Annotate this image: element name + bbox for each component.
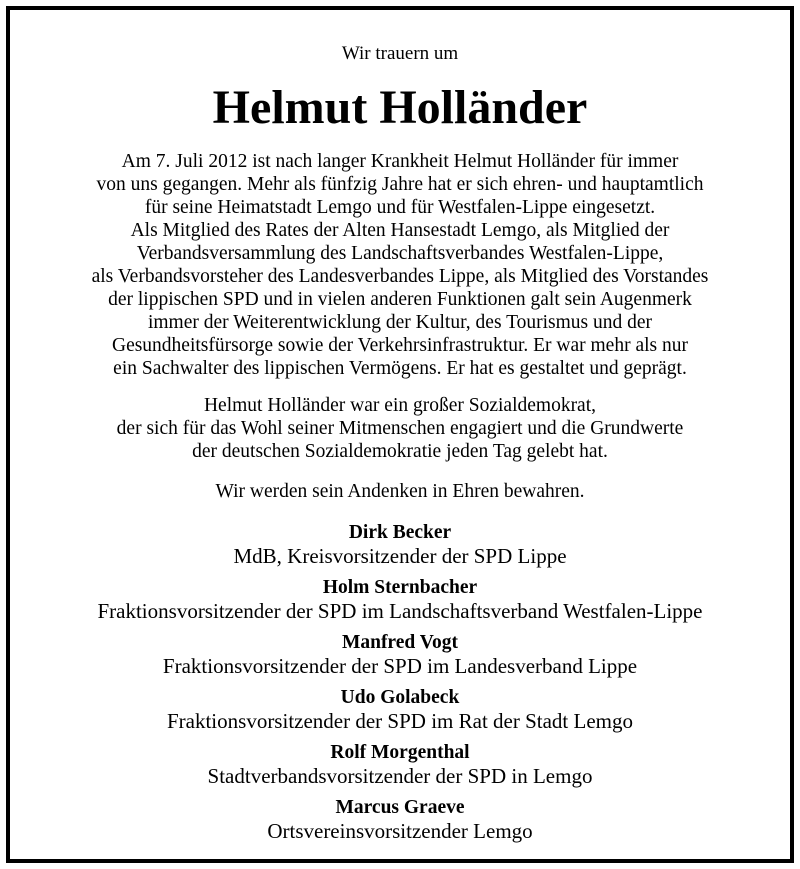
- tribute-line: Als Mitglied des Rates der Alten Hansestadt Lemgo, als Mitglied der: [130, 220, 670, 241]
- signer-name: Dirk Becker: [348, 522, 452, 543]
- tribute-line: der deutschen Sozialdemokratie jeden Tag gelebt hat.: [192, 441, 608, 462]
- signer-entry: [20, 577, 780, 632]
- signer-entry: [20, 797, 780, 852]
- tribute-line: Helmut Holländer war ein großer Sozialdemokrat,: [203, 395, 597, 416]
- closing-line: Wir werden sein Andenken in Ehren bewahren.: [215, 481, 585, 502]
- tribute-line: als Verbandsvorsteher des Landesverbandes Lippe, als Mitglied des Vorstandes: [91, 266, 709, 287]
- signer-role: Ortsvereinsvorsitzender Lemgo: [267, 819, 533, 843]
- signer-role: Fraktionsvorsitzender der SPD im Landschaftsverband Westfalen-Lippe: [97, 599, 703, 623]
- tribute-line: Verbandsversammlung des Landschaftsverbandes Westfalen-Lippe,: [136, 243, 664, 264]
- signer-role: Stadtverbandsvorsitzender der SPD in Lemgo: [207, 764, 593, 788]
- obituary-frame: [6, 6, 794, 863]
- signer-name: Rolf Morgenthal: [330, 742, 470, 763]
- signer-role: Fraktionsvorsitzender der SPD im Rat der Stadt Lemgo: [166, 709, 633, 733]
- signers-list: [20, 522, 780, 852]
- tribute-line: der lippischen SPD und in vielen anderen Funktionen galt sein Augenmerk: [108, 289, 692, 310]
- tribute-line: Gesundheitsfürsorge sowie der Verkehrsinfrastruktur. Er war mehr als nur: [111, 335, 688, 356]
- signer-entry: [20, 742, 780, 797]
- tribute-line: von uns gegangen. Mehr als fünfzig Jahre hat er sich ehren- und hauptamtlich: [96, 174, 704, 195]
- signer-name: Manfred Vogt: [341, 632, 459, 653]
- signer-entry: [20, 632, 780, 687]
- deceased-name: Helmut Holländer: [212, 81, 588, 134]
- tribute-line: der sich für das Wohl seiner Mitmenschen engagiert und die Grundwerte: [116, 418, 684, 439]
- signer-entry: [20, 687, 780, 742]
- intro-line: Wir trauern um: [341, 43, 459, 64]
- tribute-paragraph: [20, 150, 780, 380]
- signer-name: Holm Sternbacher: [322, 577, 478, 598]
- signer-entry: [20, 522, 780, 577]
- signer-role: Fraktionsvorsitzender der SPD im Landesverband Lippe: [162, 654, 638, 678]
- tribute-line: für seine Heimatstadt Lemgo und für Westfalen-Lippe eingesetzt.: [144, 197, 656, 218]
- signer-role: MdB, Kreisvorsitzender der SPD Lippe: [233, 544, 567, 568]
- tribute-line: immer der Weiterentwicklung der Kultur, des Tourismus und der: [147, 312, 653, 333]
- tribute-line: Am 7. Juli 2012 ist nach langer Krankheit Helmut Holländer für immer: [121, 151, 679, 172]
- signer-name: Udo Golabeck: [340, 687, 460, 708]
- signer-name: Marcus Graeve: [335, 797, 465, 818]
- social-democrat-paragraph: [20, 394, 780, 463]
- tribute-line: ein Sachwalter des lippischen Vermögens. Er hat es gestaltet und geprägt.: [113, 358, 687, 379]
